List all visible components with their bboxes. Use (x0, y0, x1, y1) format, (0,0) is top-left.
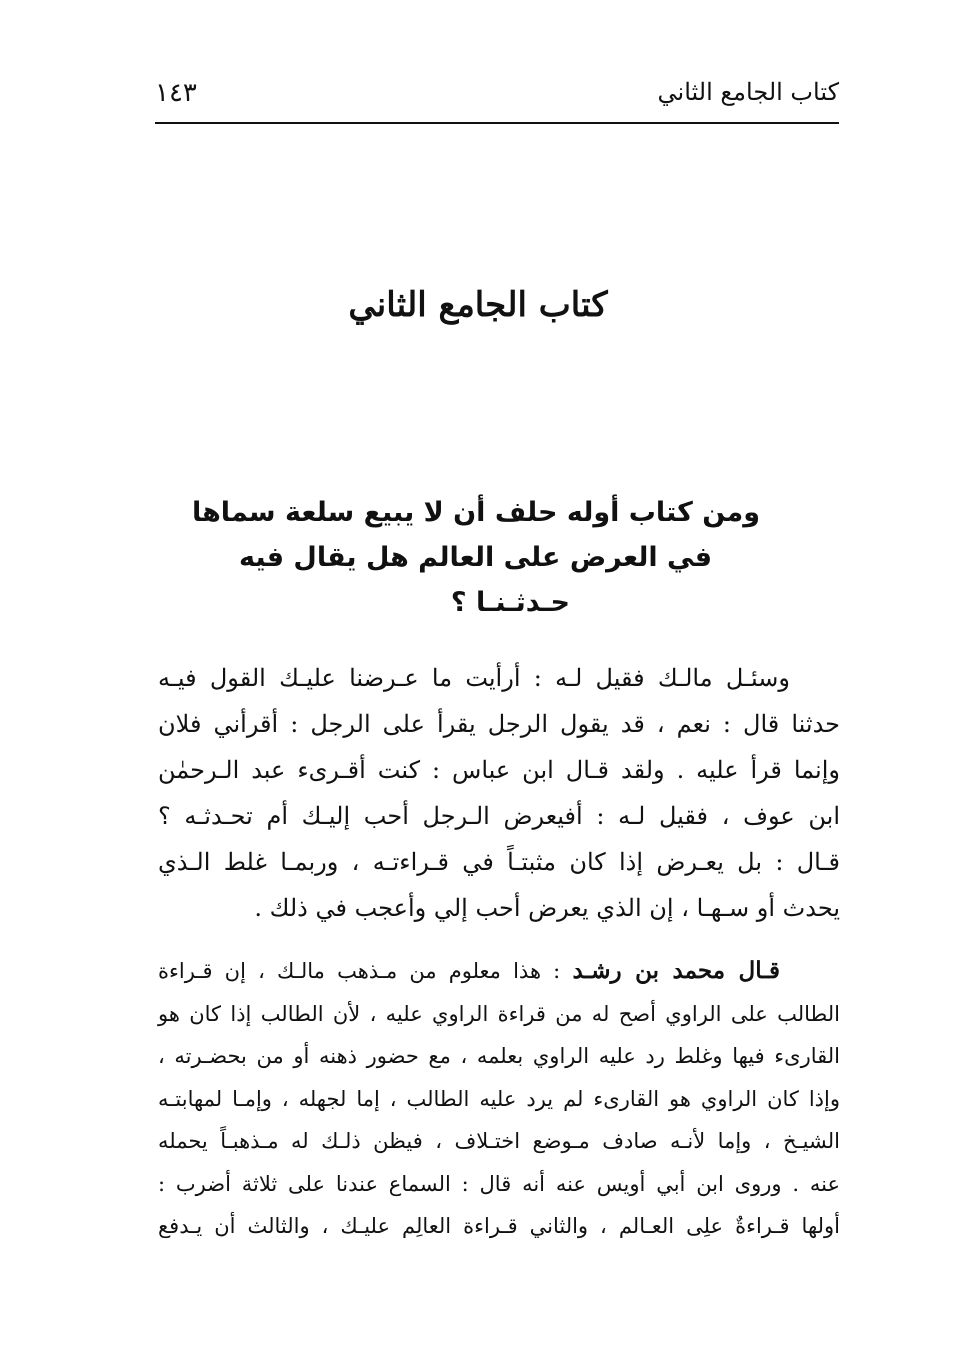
chapter-heading-line: حـدثـنـا ؟ (450, 587, 570, 618)
text-line: وسئـل مالـك فقيل لـه : أرأيت ما عـرضنا عليـك القول فيـه (158, 664, 790, 692)
commentary-intro-text: : هذا معلوم من مـذهب مالـك ، إن قـراءة (158, 959, 573, 983)
running-title: كتاب الجامع الثاني (657, 78, 839, 106)
book-title: كتاب الجامع الثاني (348, 285, 608, 325)
main-paragraph (158, 655, 840, 931)
commentator-name: قـال محمد بن رشـد (572, 957, 781, 984)
text-line: القارىء فيها وغلط رد عليه الراوي بعلمه ، مع حضور ذهنه أو من بحضـرته ، (158, 1044, 840, 1068)
page-number: ١٤٣ (155, 78, 197, 108)
text-line: ابن عوف ، فقيل لـه : أفيعرض الـرجل أحب إليـك أم تحـدثـه ؟ (158, 802, 840, 830)
running-header (155, 72, 839, 124)
text-line: الشيـخ ، وإما لأنـه صادف مـوضع اختـلاف ، فيظن ذلـك له مـذهبـاً يحمله (158, 1129, 840, 1153)
text-line: الطالب على الراوي أصح له من قراءة الراوي عليه ، لأن الطالب إذا كان هو (158, 1001, 840, 1026)
text-line: وإنما قرأ عليه . ولقد قـال ابن عباس : كنت أقـرىء عبد الـرحمٰن (158, 756, 840, 784)
text-line: عنه . وروى ابن أبي أويس عنه أنه قال : السماع عندنا على ثلاثة أضرب : (158, 1171, 840, 1196)
text-line: حدثنا قال : نعم ، قد يقول الرجل يقرأ على الرجل : أقرأني فلان (158, 710, 841, 738)
text-line: وإذا كان الراوي هو القارىء لم يرد عليه الطالب ، إما لجهله ، وإمـا لمهابتـه (158, 1086, 840, 1111)
commentary-paragraph (158, 950, 840, 1248)
text-line: يحدث أو سـهـا ، إن الذي يعرض أحب إلي وأعجب في ذلك . (254, 894, 840, 922)
chapter-heading-line: في العرض على العالم هل يقال فيه (238, 542, 712, 573)
text-line: أولها قـراءةٌ علِى العـالم ، والثاني قـراءة العالِم عليـك ، والثالث أن يـدفع (158, 1214, 840, 1238)
text-line: قـال : بل يعـرض إذا كان مثبتـاً في قـراءتـه ، وربمـا غلط الـذي (158, 848, 840, 876)
chapter-heading-line: ومن كتاب أوله حلف أن لا يبيع سلعة سماها (191, 497, 760, 528)
text-line (158, 950, 840, 993)
chapter-heading (191, 490, 760, 625)
